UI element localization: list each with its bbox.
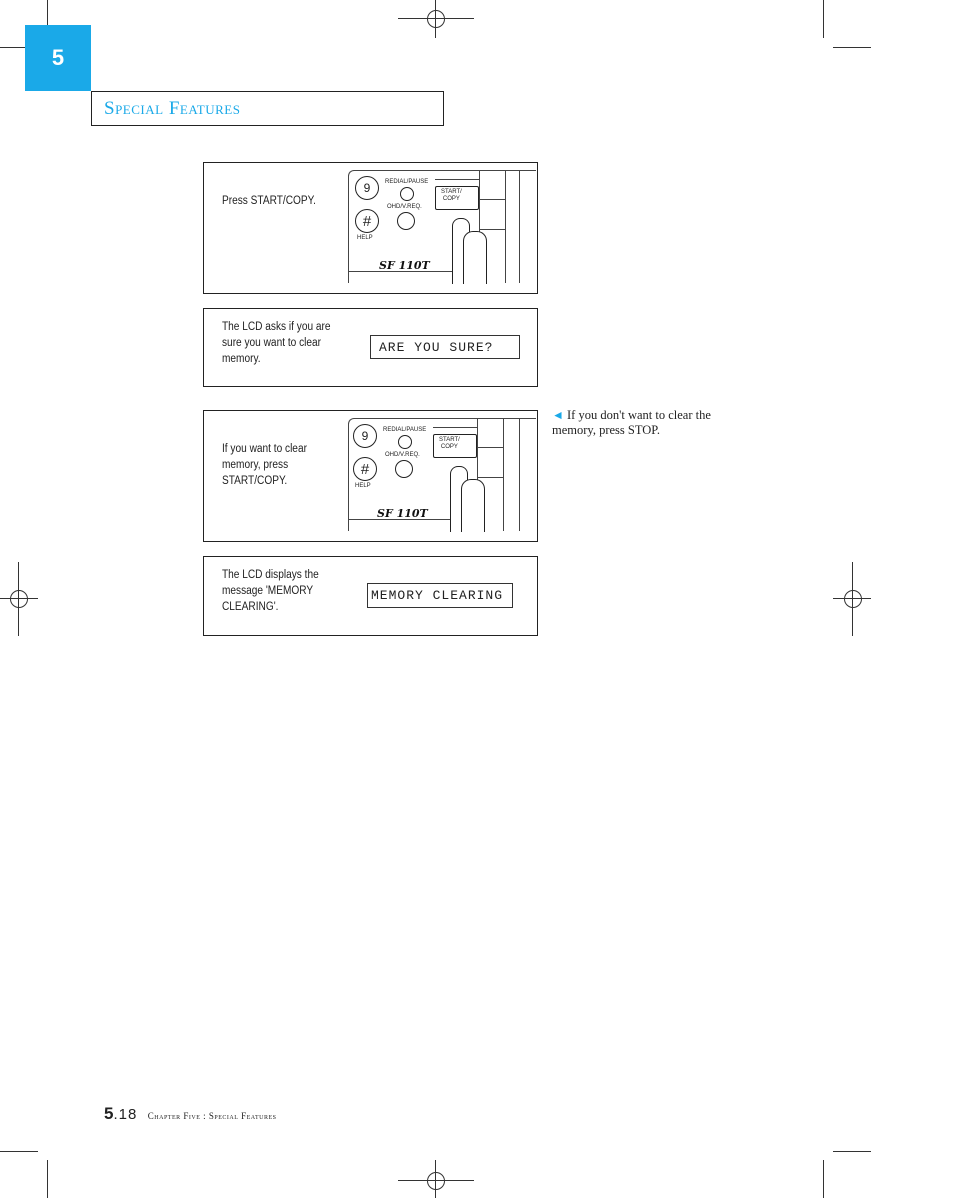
step-text: The LCD asks if you are sure you want to clear memory. <box>222 321 331 365</box>
hand-icon <box>461 479 485 532</box>
brand-logo: SF 110T <box>377 507 428 520</box>
key-9 <box>355 176 379 200</box>
key-digit: 9 <box>363 181 371 195</box>
help-label: HELP <box>357 235 373 241</box>
lcd-message: ARE YOU SURE? <box>379 339 494 355</box>
crop-mark <box>0 1151 38 1152</box>
registration-circle <box>427 10 445 28</box>
key-digit: 9 <box>361 429 369 443</box>
redial-label: REDIAL/PAUSE <box>383 427 427 433</box>
page-number-minor: .18 <box>113 1106 138 1123</box>
key-hash: # <box>353 457 377 481</box>
panel-line <box>433 427 477 428</box>
ohd-label: OHD/V.REQ. <box>387 204 422 210</box>
crop-mark <box>833 47 871 48</box>
section-title: Special Features <box>104 98 241 119</box>
crop-mark <box>823 0 824 38</box>
panel-line <box>519 419 520 531</box>
registration-circle <box>10 590 28 608</box>
fax-panel-illustration <box>348 170 536 283</box>
lcd-display <box>367 583 513 608</box>
speaker-button <box>395 460 413 478</box>
panel-line <box>435 179 479 180</box>
lcd-display <box>370 335 520 359</box>
panel-line <box>477 477 503 478</box>
crop-mark <box>833 1151 871 1152</box>
crop-mark <box>823 1160 824 1198</box>
panel-line <box>505 171 506 283</box>
step-box-1 <box>203 162 538 294</box>
lcd-message: MEMORY CLEARING <box>371 588 504 603</box>
footer-chapter-title: Chapter Five : Special Features <box>147 1111 277 1121</box>
note-text: If you don't want to clear the memory, press STOP. <box>552 408 711 437</box>
brand-logo: SF 110T <box>379 259 430 272</box>
panel-line <box>479 229 505 230</box>
step-text: Press START/COPY. <box>222 195 316 207</box>
speaker-button <box>397 212 415 230</box>
start-label: START/ COPY <box>439 437 460 450</box>
left-triangle-icon: ◄ <box>552 408 564 422</box>
panel-line <box>479 199 505 200</box>
page-footer <box>104 1104 276 1124</box>
step-text: If you want to clear memory, press START/COPY. <box>222 443 307 487</box>
page-number-major: 5 <box>104 1104 114 1123</box>
redial-button <box>398 435 412 449</box>
panel-line <box>477 447 503 448</box>
panel-line <box>519 171 520 283</box>
key-hash: # <box>355 209 379 233</box>
fax-panel-illustration <box>348 418 536 531</box>
step-box-3 <box>203 410 538 542</box>
chapter-number: 5 <box>51 45 65 70</box>
key-9 <box>353 424 377 448</box>
chapter-tab <box>25 25 91 91</box>
ohd-label: OHD/V.REQ. <box>385 452 420 458</box>
registration-circle <box>427 1172 445 1190</box>
panel-line <box>503 419 504 531</box>
help-label: HELP <box>355 483 371 489</box>
step-text: The LCD displays the message 'MEMORY CLEARING'. <box>222 569 319 613</box>
start-label: START/ COPY <box>441 189 462 202</box>
hand-icon <box>463 231 487 284</box>
step-box-2 <box>203 308 538 387</box>
registration-circle <box>844 590 862 608</box>
redial-button <box>400 187 414 201</box>
redial-label: REDIAL/PAUSE <box>385 179 429 185</box>
side-note <box>552 408 752 438</box>
step-box-4 <box>203 556 538 636</box>
crop-mark <box>47 1160 48 1198</box>
